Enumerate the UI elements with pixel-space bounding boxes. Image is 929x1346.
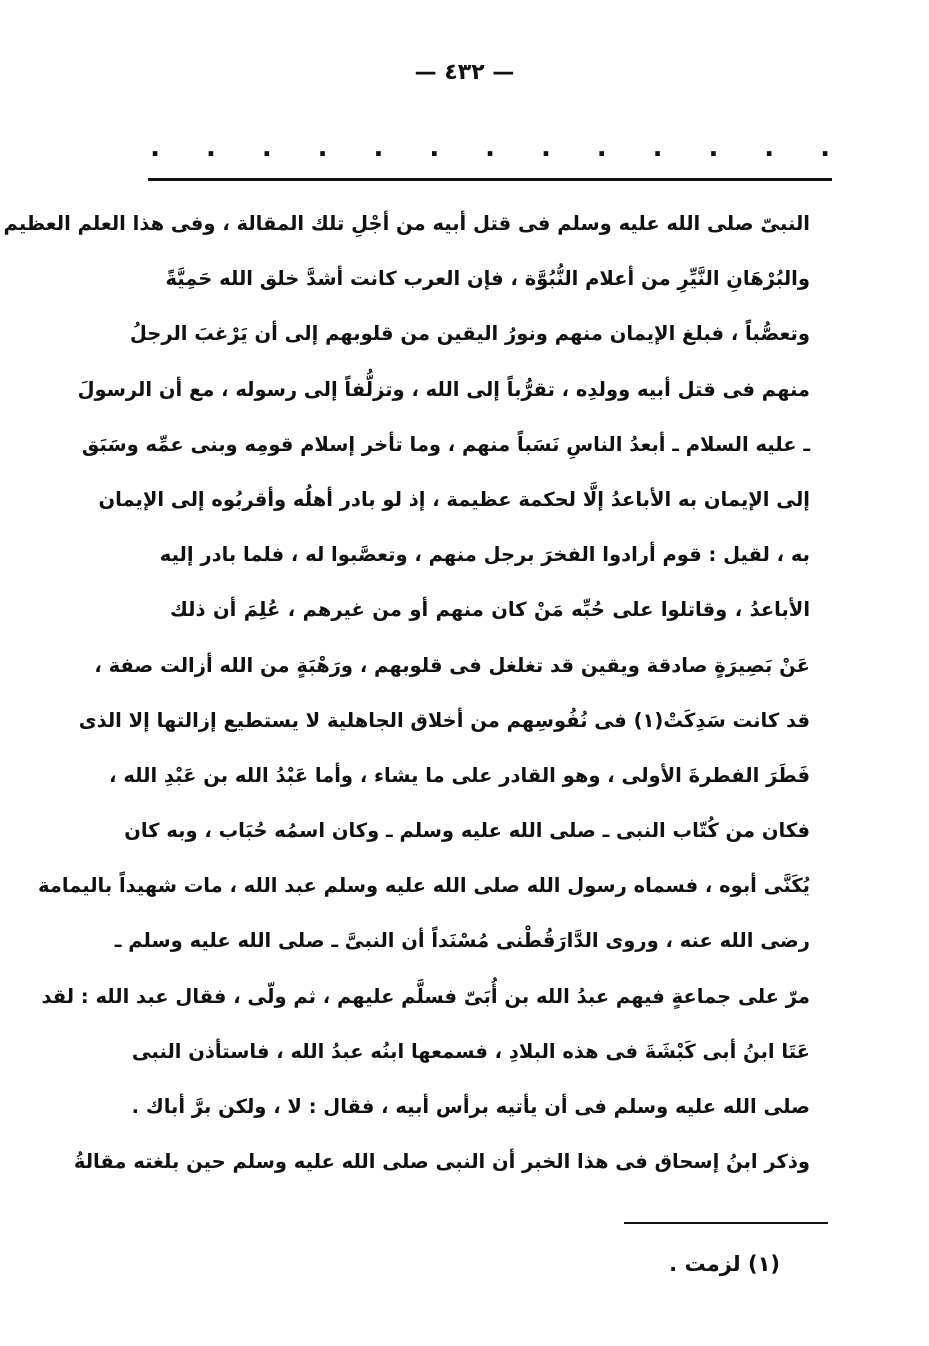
text-line: عَتَا ابنُ أبى كَبْشَةَ فى هذه البلادِ ، فسمعها ابنُه عبدُ الله ، فاستأذن النبى: [131, 1039, 810, 1063]
text-line: إلى الإيمان به الأباعدُ إلَّا لحكمة عظيمة ، إذ لو بادر أهلُه وأقربُوه إلى الإيمان: [98, 487, 810, 511]
text-line: صلى الله عليه وسلم فى أن يأتيه برأس أبيه ، فقال : لا ، ولكن برَّ أباك .: [131, 1095, 810, 1118]
text-line: وتعصُّباً ، فبلغ الإيمان منهم ونورُ اليقين من قلوبهم إلى أن يَرْغبَ الرجلُ: [129, 322, 810, 346]
text-line: منهم فى قتل أبيه وولدِه ، تقرُّباً إلى الله ، وتزلُّفاً إلى رسوله ، مع أن الرسولَ: [77, 377, 810, 401]
ellipsis-dot: .: [820, 133, 830, 163]
text-line: النبىّ صلى الله عليه وسلم فى قتل أبيه من أجْلِ تلك المقالة ، وفى هذا العلم العظيم: [3, 212, 810, 235]
ellipsis-dot: .: [261, 133, 272, 163]
ellipsis-dot: .: [317, 133, 328, 163]
ellipsis-dot: .: [652, 133, 663, 163]
text-line: رضى الله عنه ، وروى الدَّارَقُطْنى مُسْنَداً أن النبىَّ ـ صلى الله عليه وسلم ـ: [114, 929, 810, 953]
text-line: الأباعدُ ، وقاتلوا على حُبِّه مَنْ كان منهم أو من غيرهم ، عُلِمَ أن ذلك: [170, 598, 810, 622]
ellipsis-dots-row: [150, 133, 830, 163]
ellipsis-dot: .: [429, 133, 440, 163]
ellipsis-dot: .: [708, 133, 719, 163]
footnote-divider: [624, 1222, 828, 1224]
page-number: — ٤٣٢ —: [414, 60, 515, 85]
text-line: عَنْ بَصِيرَةٍ صادقة ويقين قد تغلغل فى قلوبهم ، ورَهْبَةٍ من الله أزالت صفة ،: [94, 653, 810, 677]
ellipsis-dot: .: [373, 133, 384, 163]
header-divider: [148, 178, 832, 181]
text-line: به ، لقيل : قوم أرادوا الفخرَ برجل منهم ، وتعصَّبوا له ، فلما بادر إليه: [159, 543, 810, 567]
text-line: والبُرْهَانِ النَّيِّرِ من أعلام النُّبُوَّة ، فإن العرب كانت أشدَّ خلق الله حَمِيَّةً: [165, 267, 810, 291]
text-line: وذكر ابنُ إسحاق فى هذا الخبر أن النبى صلى الله عليه وسلم حين بلغته مقالةُ: [73, 1150, 810, 1174]
ellipsis-dot: .: [485, 133, 496, 163]
text-line: قد كانت سَدِكَتْ(١) فى نُفُوسِهم من أخلاق الجاهلية لا يستطيع إزالتها إلا الذى: [78, 708, 810, 732]
ellipsis-dot: .: [150, 133, 161, 163]
main-text-block: [3, 196, 810, 1189]
text-line: ـ عليه السلام ـ أبعدُ الناسِ نَسَباً منهم ، وما تأخر إسلام قومِه وبنى عمِّه وسَبَق: [81, 432, 810, 456]
ellipsis-dot: .: [540, 133, 551, 163]
ellipsis-dot: .: [206, 133, 216, 163]
text-line: يُكَنَّى أبوه ، فسماه رسول الله صلى الله عليه وسلم عبد الله ، مات شهيداً باليمامة: [37, 874, 810, 898]
footnote: (١) لزمت .: [669, 1252, 780, 1276]
ellipsis-dot: .: [596, 133, 607, 163]
text-line: مرّ على جماعةٍ فيهم عبدُ الله بن أُبَىّ فسلَّم عليهم ، ثم ولّى ، فقال عبد الله : لقد: [41, 984, 810, 1008]
text-line: فَطَرَ الفطرةَ الأولى ، وهو القادر على ما يشاء ، وأما عَبْدُ الله بن عَبْدِ الله ،: [109, 763, 810, 787]
ellipsis-dot: .: [764, 133, 775, 163]
text-line: فكان من كُتّاب النبى ـ صلى الله عليه وسلم ـ وكان اسمُه حُبَاب ، وبه كان: [124, 819, 810, 843]
